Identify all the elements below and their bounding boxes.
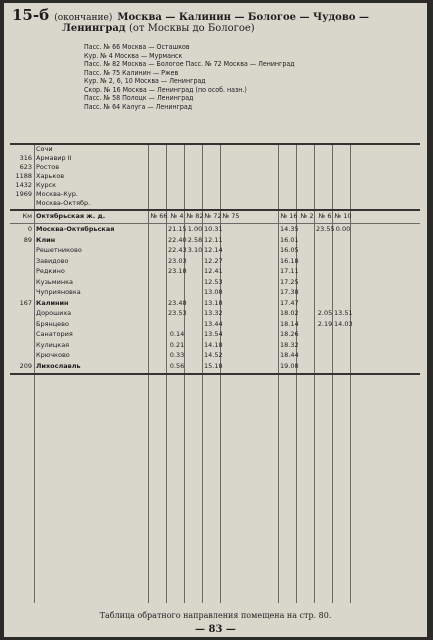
km-header: Км <box>22 212 32 220</box>
station-name: Кулицкая <box>36 340 70 349</box>
station-name: Калинин <box>36 298 69 307</box>
time-cell: 19.08 <box>280 361 299 370</box>
time-cell: 23.18 <box>168 267 187 275</box>
km-value: 89 <box>23 235 32 244</box>
km-value: 0 <box>27 225 32 233</box>
time-cell: 12.41 <box>204 267 223 275</box>
time-cell: 13.08 <box>204 288 223 296</box>
time-cell: 22.40 <box>168 235 187 244</box>
time-cell: 16.01 <box>280 235 299 244</box>
route-title: Москва — Калинин — Бологое — Чудово — <box>117 12 369 23</box>
train-number-header: № 6 <box>318 212 332 220</box>
station-name: Армавир II <box>36 154 72 162</box>
time-cell: 21.15 <box>168 225 187 233</box>
time-cell: 12.11 <box>204 235 223 244</box>
train-list-item: Пасс. № 66 Москва — Осташков <box>84 43 190 51</box>
table-row <box>10 341 420 351</box>
table-row <box>10 246 420 256</box>
table-row <box>10 236 420 246</box>
station-name: Курск <box>36 181 57 189</box>
station-name: Брянцево <box>36 319 69 328</box>
station-name: Ростов <box>36 163 60 171</box>
time-cell: 3.10 <box>187 246 203 254</box>
table-row <box>10 351 420 361</box>
time-cell: 16.05 <box>280 246 299 254</box>
station-name: Лихославль <box>36 361 81 370</box>
time-cell: 2.58 <box>187 235 203 244</box>
time-cell: 15.18 <box>204 361 223 370</box>
time-cell: 23.55 <box>316 225 335 233</box>
table-number: 15-б <box>12 6 50 24</box>
continuation-note: (окончание) <box>54 13 113 23</box>
km-value: 1969 <box>15 190 32 198</box>
row-rule <box>10 223 420 224</box>
train-list-item: Пасс. № 75 Калинин — Ржев <box>84 68 179 77</box>
time-cell: 0.21 <box>169 340 185 349</box>
train-number-header: № 16 <box>280 212 298 220</box>
train-list <box>84 43 295 111</box>
station-name: Редкино <box>36 267 65 275</box>
footer-note: Таблица обратного направления помещена на стр. 80. <box>99 611 332 620</box>
train-number-header: № 2 <box>300 212 314 220</box>
km-value: 1432 <box>15 181 32 189</box>
time-cell: 13.32 <box>204 309 223 317</box>
time-cell: 0.00 <box>335 225 351 233</box>
time-cell: 23.48 <box>168 298 187 307</box>
table-row <box>10 257 420 267</box>
time-cell: 18.26 <box>280 330 299 338</box>
station-name: Москва-Октябр. <box>36 199 91 207</box>
train-list-item: Кур. № 2, 6, 10 Москва — Ленинград <box>84 77 206 85</box>
station-name: Харьков <box>36 172 65 180</box>
station-name: Сочи <box>36 145 53 153</box>
time-cell: 13.54 <box>204 330 223 338</box>
station-name: Москва-Кур. <box>36 190 78 198</box>
column-header-row <box>10 212 420 222</box>
train-number-header: № 82 <box>186 212 204 220</box>
km-value: 209 <box>19 361 32 370</box>
km-value: 316 <box>19 154 32 162</box>
station-name: Санатория <box>36 330 73 338</box>
table-row <box>10 225 420 235</box>
time-cell: 18.02 <box>280 309 299 317</box>
time-cell: 18.32 <box>280 340 299 349</box>
km-value: 1188 <box>15 172 32 180</box>
station-name: Клин <box>36 235 56 244</box>
time-cell: 13.18 <box>204 298 223 307</box>
time-cell: 1.00 <box>187 225 203 233</box>
time-cell: 12.27 <box>204 256 223 265</box>
table-row <box>10 267 420 277</box>
time-cell: 23.03 <box>168 256 187 265</box>
timetable-page <box>4 3 427 637</box>
station-name: Москва-Октябрьская <box>36 225 115 233</box>
time-cell: 13.51 <box>334 309 353 317</box>
time-cell: 12.14 <box>204 246 223 254</box>
time-cell: 17.25 <box>280 277 299 286</box>
table-header <box>12 5 422 24</box>
table-row <box>10 320 420 330</box>
time-cell: 16.18 <box>280 256 299 265</box>
train-list-item: Кур. № 4 Москва — Мурманск <box>84 51 183 60</box>
row-rule <box>10 373 420 375</box>
table-row <box>10 278 420 288</box>
time-cell: 14.03 <box>334 319 353 328</box>
connection-row <box>10 199 420 209</box>
page-number: — 83 — <box>195 624 236 635</box>
station-name: Завидово <box>36 256 69 265</box>
train-list-item: Скор. № 16 Москва — Ленинград (по особ. назн.) <box>84 85 247 94</box>
time-cell: 0.14 <box>169 330 185 338</box>
train-list-extra: Пасс. № 72 Москва — Ленинград <box>183 60 295 68</box>
table-row <box>10 362 420 372</box>
train-number-header: № 10 <box>334 212 352 220</box>
train-number-header: № 4 <box>170 212 184 220</box>
train-number-header: № 72 <box>204 212 222 220</box>
station-name: Решетниково <box>36 246 82 254</box>
table-row <box>10 330 420 340</box>
time-cell: 18.44 <box>280 351 299 359</box>
time-cell: 18.14 <box>280 319 299 328</box>
timetable-grid <box>10 143 420 603</box>
time-cell: 0.33 <box>169 351 185 359</box>
time-cell: 0.56 <box>169 361 185 370</box>
row-rule <box>10 209 420 211</box>
table-row <box>10 288 420 298</box>
time-cell: 2.19 <box>317 319 333 328</box>
train-list-item: Пасс. № 58 Полоцк — Ленинград <box>84 94 194 102</box>
time-cell: 22.43 <box>168 246 187 254</box>
time-cell: 13.44 <box>204 319 223 328</box>
time-cell: 12.53 <box>204 277 223 286</box>
time-cell: 14.52 <box>204 351 223 359</box>
table-row <box>10 309 420 319</box>
station-name: Дорошиха <box>36 309 72 317</box>
train-list-item: Пасс. № 64 Калуга — Ленинград <box>84 102 193 111</box>
time-cell: 23.53 <box>168 309 187 317</box>
station-name: Чуприяновка <box>36 288 81 296</box>
station-name: Крючково <box>36 351 70 359</box>
km-value: 623 <box>19 163 32 171</box>
time-cell: 2.05 <box>317 309 333 317</box>
time-cell: 14.18 <box>204 340 223 349</box>
railway-header: Октябрьская ж. д. <box>36 212 106 220</box>
train-number-header: № 75 <box>222 212 240 220</box>
route-title-line2: Ленинград (от Москвы до Бологое) <box>62 23 255 34</box>
train-number-header: № 66 <box>150 212 168 220</box>
table-row <box>10 299 420 309</box>
time-cell: 14.35 <box>280 225 299 233</box>
train-list-item: Пасс. № 82 Москва — Бологое Пасс. № 72 Москва — Ленинград <box>84 60 295 68</box>
station-name: Кузьминка <box>36 277 74 286</box>
time-cell: 10.31 <box>204 225 223 233</box>
time-cell: 17.47 <box>280 298 299 307</box>
km-value: 167 <box>19 298 32 307</box>
time-cell: 17.38 <box>280 288 299 296</box>
time-cell: 17.11 <box>280 267 299 275</box>
